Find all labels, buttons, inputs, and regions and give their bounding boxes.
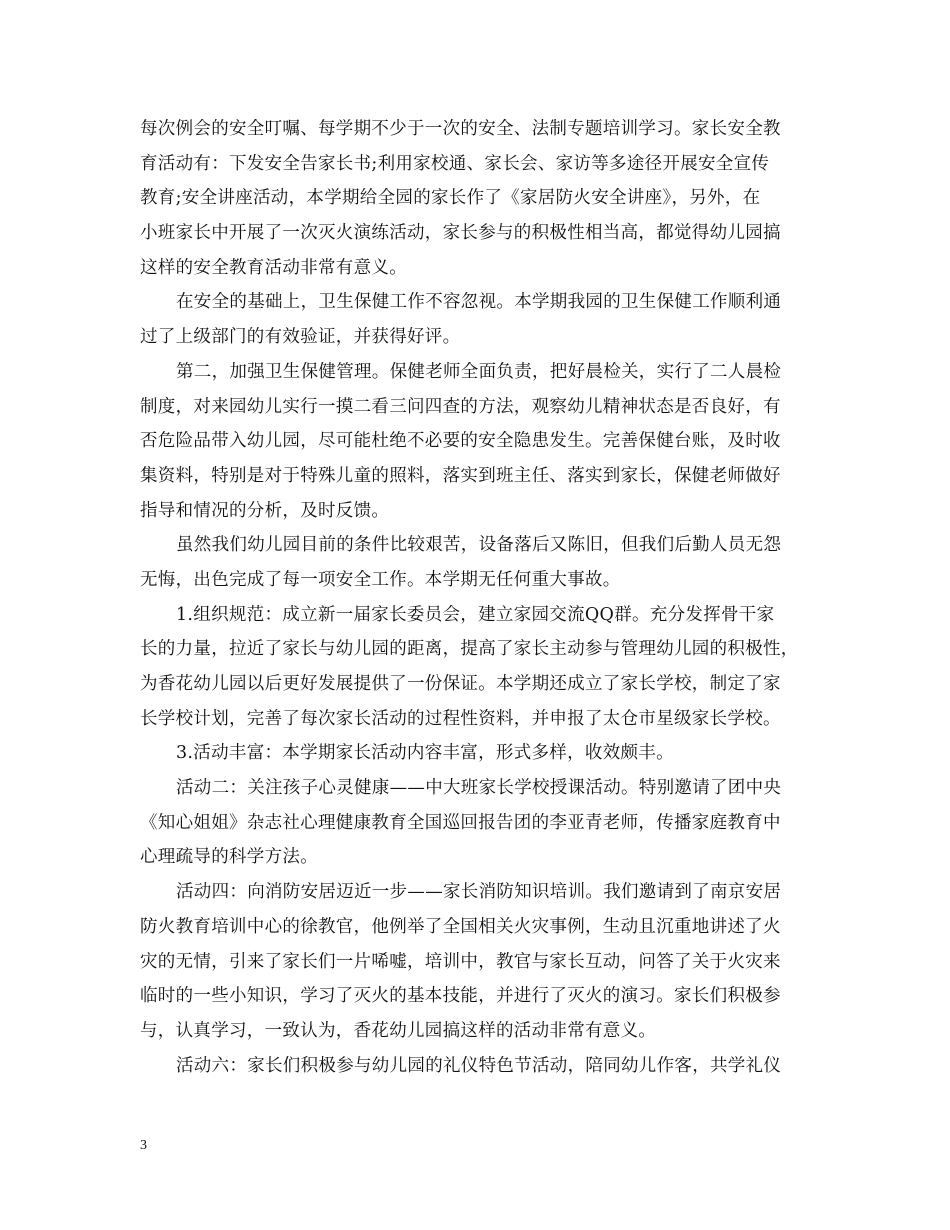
text-line: 心理疏导的科学方法。	[140, 847, 318, 868]
text-line: 每次例会的安全叮嘱、每学期不少于一次的安全、法制专题培训学习。家长安全教	[140, 119, 781, 139]
text-line: 为香花幼儿园以后更好发展提供了一份保证。本学期还成立了家长学校，制定了家	[140, 674, 781, 694]
text-line: 长的力量，拉近了家长与幼儿园的距离，提高了家长主动参与管理幼儿园的积极性，	[140, 639, 799, 660]
text-line: 灾的无情，引来了家长们一片唏嘘，培训中，教官与家长互动，问答了关于火灾来	[140, 951, 781, 972]
text-line: 活动六：家长们积极参与幼儿园的礼仪特色节活动，陪同幼儿作客，共学礼仪	[176, 1055, 782, 1076]
text-line: 长学校计划，完善了每次家长活动的过程性资料，并申报了太仓市星级家长学校。	[140, 708, 781, 729]
text-line: 1.组织规范：成立新一届家长委员会，建立家园交流QQ群。充分发挥骨干家	[176, 604, 775, 625]
text-line: 无悔，出色完成了每一项安全工作。本学期无任何重大事故。	[140, 569, 621, 590]
text-line: 第二，加强卫生保健管理。保健老师全面负责，把好晨检关，实行了二人晨检	[176, 361, 782, 382]
text-line: 过了上级部门的有效验证，并获得好评。	[140, 327, 461, 348]
text-line: 育活动有：下发安全告家长书;利用家校通、家长会、家访等多途径开展安全宣传	[140, 153, 770, 174]
text-line: 集资料，特别是对于特殊儿童的照料，落实到班主任、落实到家长，保健老师做好	[140, 465, 781, 486]
text-line: 制度，对来园幼儿实行一摸二看三问四查的方法，观察幼儿精神状态是否良好，有	[140, 396, 781, 417]
text-line: 在安全的基础上，卫生保健工作不容忽视。本学期我园的卫生保健工作顺利通	[176, 292, 782, 313]
text-line: 指导和情况的分析，及时反馈。	[140, 500, 390, 521]
text-line: 防火教育培训中心的徐教官，他例举了全国相关火灾事例，生动且沉重地讲述了火	[140, 916, 781, 937]
page-number: 3	[140, 1138, 147, 1153]
text-line: 小班家长中开展了一次灭火演练活动，家长参与的积极性相当高，都觉得幼儿园搞	[140, 223, 781, 244]
text-line: 临时的一些小知识，学习了灭火的基本技能，并进行了灭火的演习。家长们积极参	[140, 986, 781, 1007]
text-line: 教育;安全讲座活动，本学期给全园的家长作了《家居防火安全讲座》，另外，在	[140, 188, 761, 209]
text-line: 虽然我们幼儿园目前的条件比较艰苦，设备落后又陈旧，但我们后勤人员无怨	[176, 535, 782, 556]
text-line: 活动二：关注孩子心灵健康——中大班家长学校授课活动。特别邀请了团中央	[176, 778, 782, 799]
text-line: 《知心姐姐》杂志社心理健康教育全国巡回报告团的李亚青老师，传播家庭教育中	[140, 812, 781, 833]
text-line: 否危险品带入幼儿园，尽可能杜绝不必要的安全隐患发生。完善保健台账，及时收	[140, 431, 781, 452]
text-line: 与，认真学习，一致认为，香花幼儿园搞这样的活动非常有意义。	[140, 1020, 657, 1041]
text-line: 这样的安全教育活动非常有意义。	[140, 257, 407, 278]
text-line: 3.活动丰富：本学期家长活动内容丰富，形式多样，收效颇丰。	[176, 743, 674, 764]
text-line: 活动四：向消防安居迈近一步——家长消防知识培训。我们邀请到了南京安居	[176, 882, 782, 903]
body-text	[140, 112, 810, 1083]
